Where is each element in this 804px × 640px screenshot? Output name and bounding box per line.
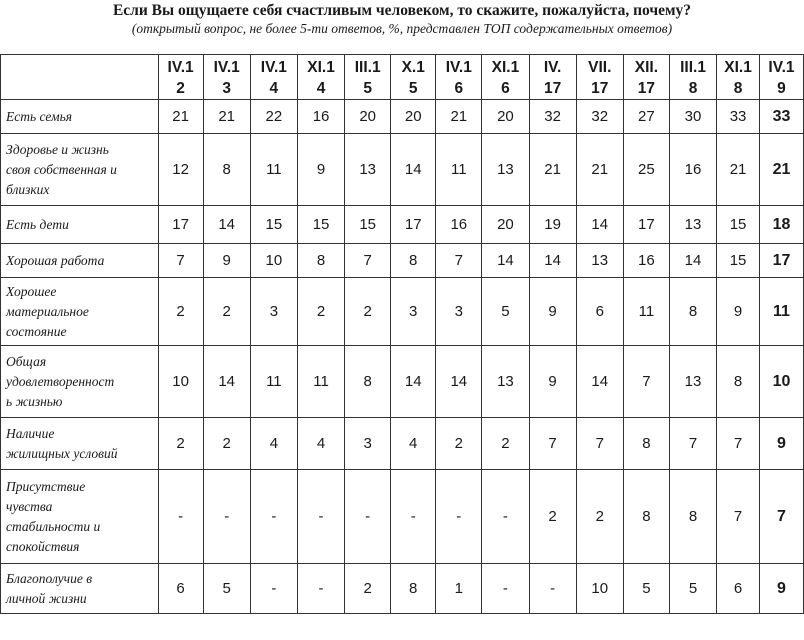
- table-cell: 22: [250, 100, 297, 134]
- table-cell: 21: [529, 134, 576, 206]
- table-cell: 20: [482, 206, 529, 244]
- row-label-line: Здоровье и жизнь: [6, 141, 109, 157]
- table-cell: 21: [436, 100, 482, 134]
- table-row: [1, 564, 804, 614]
- row-label-line: Есть семья: [6, 108, 73, 124]
- table-cell: 3: [436, 278, 482, 346]
- table-cell: 32: [576, 100, 623, 134]
- table-cell: 9: [203, 244, 250, 278]
- table-cell: 3: [345, 418, 391, 470]
- column-header: [436, 55, 482, 100]
- table-cell: 10: [250, 244, 297, 278]
- table-cell: 14: [436, 346, 482, 418]
- column-header-part: 4: [316, 80, 326, 97]
- table-row: [1, 100, 804, 134]
- column-header: [297, 55, 344, 100]
- column-header-part: 17: [591, 80, 609, 97]
- table-cell: 15: [345, 206, 391, 244]
- table-cell: 14: [391, 134, 436, 206]
- column-header-part: 8: [733, 80, 743, 97]
- column-header-part: 17: [543, 80, 562, 97]
- table-cell: 13: [482, 134, 529, 206]
- table-row: [1, 278, 804, 346]
- table-cell: 14: [576, 346, 623, 418]
- table-cell: 33: [759, 100, 803, 134]
- column-header-part: 5: [363, 80, 372, 97]
- column-header: [345, 55, 391, 100]
- column-header: [250, 55, 297, 100]
- table-cell: 2: [345, 564, 391, 614]
- row-label: [1, 206, 159, 244]
- row-label-line: Общая: [6, 353, 47, 369]
- table-row: [1, 134, 804, 206]
- table-cell: 8: [391, 564, 436, 614]
- row-label: [1, 470, 159, 564]
- column-header: [576, 55, 623, 100]
- table-row: [1, 244, 804, 278]
- table-cell: 9: [529, 346, 576, 418]
- column-header-part: XII.: [634, 59, 659, 76]
- row-label-line: стабильности и: [6, 518, 101, 534]
- row-label-line: жилищных условий: [6, 445, 118, 461]
- table-cell: 6: [576, 278, 623, 346]
- table-cell: -: [345, 470, 391, 564]
- table-cell: 14: [391, 346, 436, 418]
- row-label-line: своя собственная и: [6, 161, 117, 177]
- table-cell: 7: [623, 346, 669, 418]
- row-label-line: Наличие: [6, 425, 55, 441]
- table-cell: 21: [158, 100, 203, 134]
- table-cell: 8: [203, 134, 250, 206]
- column-header-part: 9: [777, 80, 786, 97]
- table-cell: 11: [250, 134, 297, 206]
- table-cell: -: [203, 470, 250, 564]
- table-cell: 8: [623, 470, 669, 564]
- column-header-part: 2: [176, 80, 185, 97]
- table-cell: -: [297, 564, 344, 614]
- table-cell: 21: [203, 100, 250, 134]
- table-cell: 20: [482, 100, 529, 134]
- table-cell: -: [158, 470, 203, 564]
- column-header: [203, 55, 250, 100]
- column-header-part: XI.1: [724, 59, 752, 76]
- table-cell: 33: [717, 100, 760, 134]
- table-cell: 20: [345, 100, 391, 134]
- table-cell: 6: [717, 564, 760, 614]
- table-cell: 9: [297, 134, 344, 206]
- table-cell: 10: [576, 564, 623, 614]
- table-cell: 17: [623, 206, 669, 244]
- table-cell: 13: [669, 346, 716, 418]
- column-header-part: 6: [454, 80, 464, 97]
- column-header-part: XI.1: [307, 59, 335, 76]
- table-cell: 18: [759, 206, 803, 244]
- column-header-part: IV.1: [167, 59, 194, 76]
- row-label-line: состояние: [6, 323, 67, 339]
- column-header: [623, 55, 669, 100]
- table-cell: 16: [436, 206, 482, 244]
- survey-table: [0, 54, 804, 614]
- table-cell: 19: [529, 206, 576, 244]
- column-header-part: III.1: [354, 59, 381, 76]
- table-cell: 4: [250, 418, 297, 470]
- column-header: [529, 55, 576, 100]
- table-cell: -: [391, 470, 436, 564]
- table-row: [1, 206, 804, 244]
- row-label: [1, 134, 159, 206]
- column-header: [717, 55, 760, 100]
- column-header-part: 17: [637, 80, 656, 97]
- table-cell: 9: [529, 278, 576, 346]
- table-cell: 27: [623, 100, 669, 134]
- table-row: [1, 418, 804, 470]
- column-header-part: 5: [408, 80, 418, 97]
- row-label-line: Присутствие: [6, 478, 86, 494]
- table-cell: 11: [759, 278, 803, 346]
- table-cell: -: [482, 470, 529, 564]
- table-cell: 15: [717, 244, 760, 278]
- table-cell: 14: [203, 346, 250, 418]
- table-cell: 7: [158, 244, 203, 278]
- table-cell: -: [482, 564, 529, 614]
- table-cell: 5: [482, 278, 529, 346]
- table-cell: 3: [250, 278, 297, 346]
- table-cell: 11: [250, 346, 297, 418]
- table-cell: 20: [391, 100, 436, 134]
- table-cell: 14: [529, 244, 576, 278]
- column-header-part: IV.1: [213, 59, 240, 76]
- column-header: [759, 55, 803, 100]
- row-label: [1, 100, 159, 134]
- corner-cell: [1, 55, 159, 100]
- column-header: [669, 55, 716, 100]
- table-cell: 7: [436, 244, 482, 278]
- table-cell: -: [250, 470, 297, 564]
- table-cell: 6: [158, 564, 203, 614]
- row-label-line: Есть дети: [6, 216, 69, 232]
- table-cell: 7: [759, 470, 803, 564]
- table-cell: 17: [759, 244, 803, 278]
- column-header-part: 8: [688, 80, 698, 97]
- table-cell: 2: [297, 278, 344, 346]
- table-cell: 4: [297, 418, 344, 470]
- row-label-line: Хорошее: [6, 283, 57, 299]
- table-cell: 1: [436, 564, 482, 614]
- table-cell: 17: [158, 206, 203, 244]
- row-label: [1, 564, 159, 614]
- table-cell: 2: [576, 470, 623, 564]
- table-cell: 10: [158, 346, 203, 418]
- table-cell: 13: [482, 346, 529, 418]
- row-label-line: Хорошая работа: [6, 252, 105, 268]
- table-cell: 14: [669, 244, 716, 278]
- row-label-line: личной жизни: [6, 590, 87, 606]
- row-label: [1, 346, 159, 418]
- table-cell: 2: [529, 470, 576, 564]
- table-cell: 7: [669, 418, 716, 470]
- column-header-part: III.1: [680, 59, 706, 76]
- table-cell: 21: [717, 134, 760, 206]
- table-cell: 14: [203, 206, 250, 244]
- table-cell: -: [436, 470, 482, 564]
- row-label: [1, 278, 159, 346]
- table-cell: 8: [669, 470, 716, 564]
- column-header-part: 3: [222, 80, 231, 97]
- table-cell: 15: [717, 206, 760, 244]
- table-cell: 2: [158, 418, 203, 470]
- column-header-part: XI.1: [491, 59, 520, 76]
- table-cell: 13: [669, 206, 716, 244]
- table-cell: 2: [345, 278, 391, 346]
- table-cell: 4: [391, 418, 436, 470]
- row-label-line: близких: [6, 181, 50, 197]
- table-cell: 9: [759, 564, 803, 614]
- table-cell: 14: [482, 244, 529, 278]
- column-header-part: IV.1: [445, 59, 472, 76]
- table-cell: -: [250, 564, 297, 614]
- table-cell: 8: [669, 278, 716, 346]
- column-header: [482, 55, 529, 100]
- table-cell: 2: [158, 278, 203, 346]
- table-cell: 8: [345, 346, 391, 418]
- header-row: [1, 55, 804, 100]
- table-cell: 5: [203, 564, 250, 614]
- table-cell: 2: [482, 418, 529, 470]
- row-label: [1, 418, 159, 470]
- table-cell: 21: [576, 134, 623, 206]
- row-label-line: ь жизнью: [6, 393, 63, 409]
- table-cell: 9: [759, 418, 803, 470]
- column-header: [391, 55, 436, 100]
- table-cell: 2: [203, 278, 250, 346]
- column-header-part: IV.: [543, 59, 562, 76]
- table-cell: 15: [250, 206, 297, 244]
- table-cell: 7: [345, 244, 391, 278]
- table-cell: 16: [297, 100, 344, 134]
- table-cell: 16: [669, 134, 716, 206]
- column-header-part: X.1: [401, 59, 425, 76]
- table-cell: 7: [717, 470, 760, 564]
- row-label-line: материальное: [6, 303, 89, 319]
- table-cell: 32: [529, 100, 576, 134]
- row-label-line: спокойствия: [6, 538, 80, 554]
- table-row: [1, 470, 804, 564]
- row-label: [1, 244, 159, 278]
- table-cell: 25: [623, 134, 669, 206]
- table-cell: 12: [158, 134, 203, 206]
- row-label-line: Благополучие в: [6, 570, 93, 586]
- column-header-part: VII.: [588, 59, 612, 76]
- table-cell: 8: [623, 418, 669, 470]
- table-cell: 14: [576, 206, 623, 244]
- table-cell: -: [529, 564, 576, 614]
- column-header: [158, 55, 203, 100]
- table-cell: 21: [759, 134, 803, 206]
- table-cell: 30: [669, 100, 716, 134]
- table-title: Если Вы ощущаете себя счастливым человеком, то скажите, пожалуйста, почему?: [112, 2, 692, 19]
- table-cell: 3: [391, 278, 436, 346]
- table-cell: 16: [623, 244, 669, 278]
- table-cell: 7: [717, 418, 760, 470]
- table-cell: 8: [717, 346, 760, 418]
- table-cell: 11: [623, 278, 669, 346]
- table-cell: 13: [345, 134, 391, 206]
- row-label-line: чувства: [6, 498, 53, 514]
- table-row: [1, 346, 804, 418]
- table-cell: 10: [759, 346, 803, 418]
- column-header-part: IV.1: [260, 59, 287, 76]
- table-subtitle: (открытый вопрос, не более 5-ти ответов, %, представлен ТОП содержательных ответов): [131, 21, 673, 36]
- table-cell: 11: [436, 134, 482, 206]
- table-cell: 7: [576, 418, 623, 470]
- table-cell: 5: [623, 564, 669, 614]
- table-cell: 13: [576, 244, 623, 278]
- table-cell: 15: [297, 206, 344, 244]
- table-cell: 2: [203, 418, 250, 470]
- table-cell: 7: [529, 418, 576, 470]
- column-header-part: IV.1: [768, 59, 795, 76]
- table-cell: -: [297, 470, 344, 564]
- table-cell: 8: [391, 244, 436, 278]
- table-cell: 9: [717, 278, 760, 346]
- table-cell: 2: [436, 418, 482, 470]
- table-cell: 17: [391, 206, 436, 244]
- row-label-line: удовлетворенност: [6, 373, 115, 389]
- table-cell: 11: [297, 346, 344, 418]
- table-cell: 5: [669, 564, 716, 614]
- column-header-part: 4: [269, 80, 279, 97]
- column-header-part: 6: [501, 80, 510, 97]
- table-cell: 8: [297, 244, 344, 278]
